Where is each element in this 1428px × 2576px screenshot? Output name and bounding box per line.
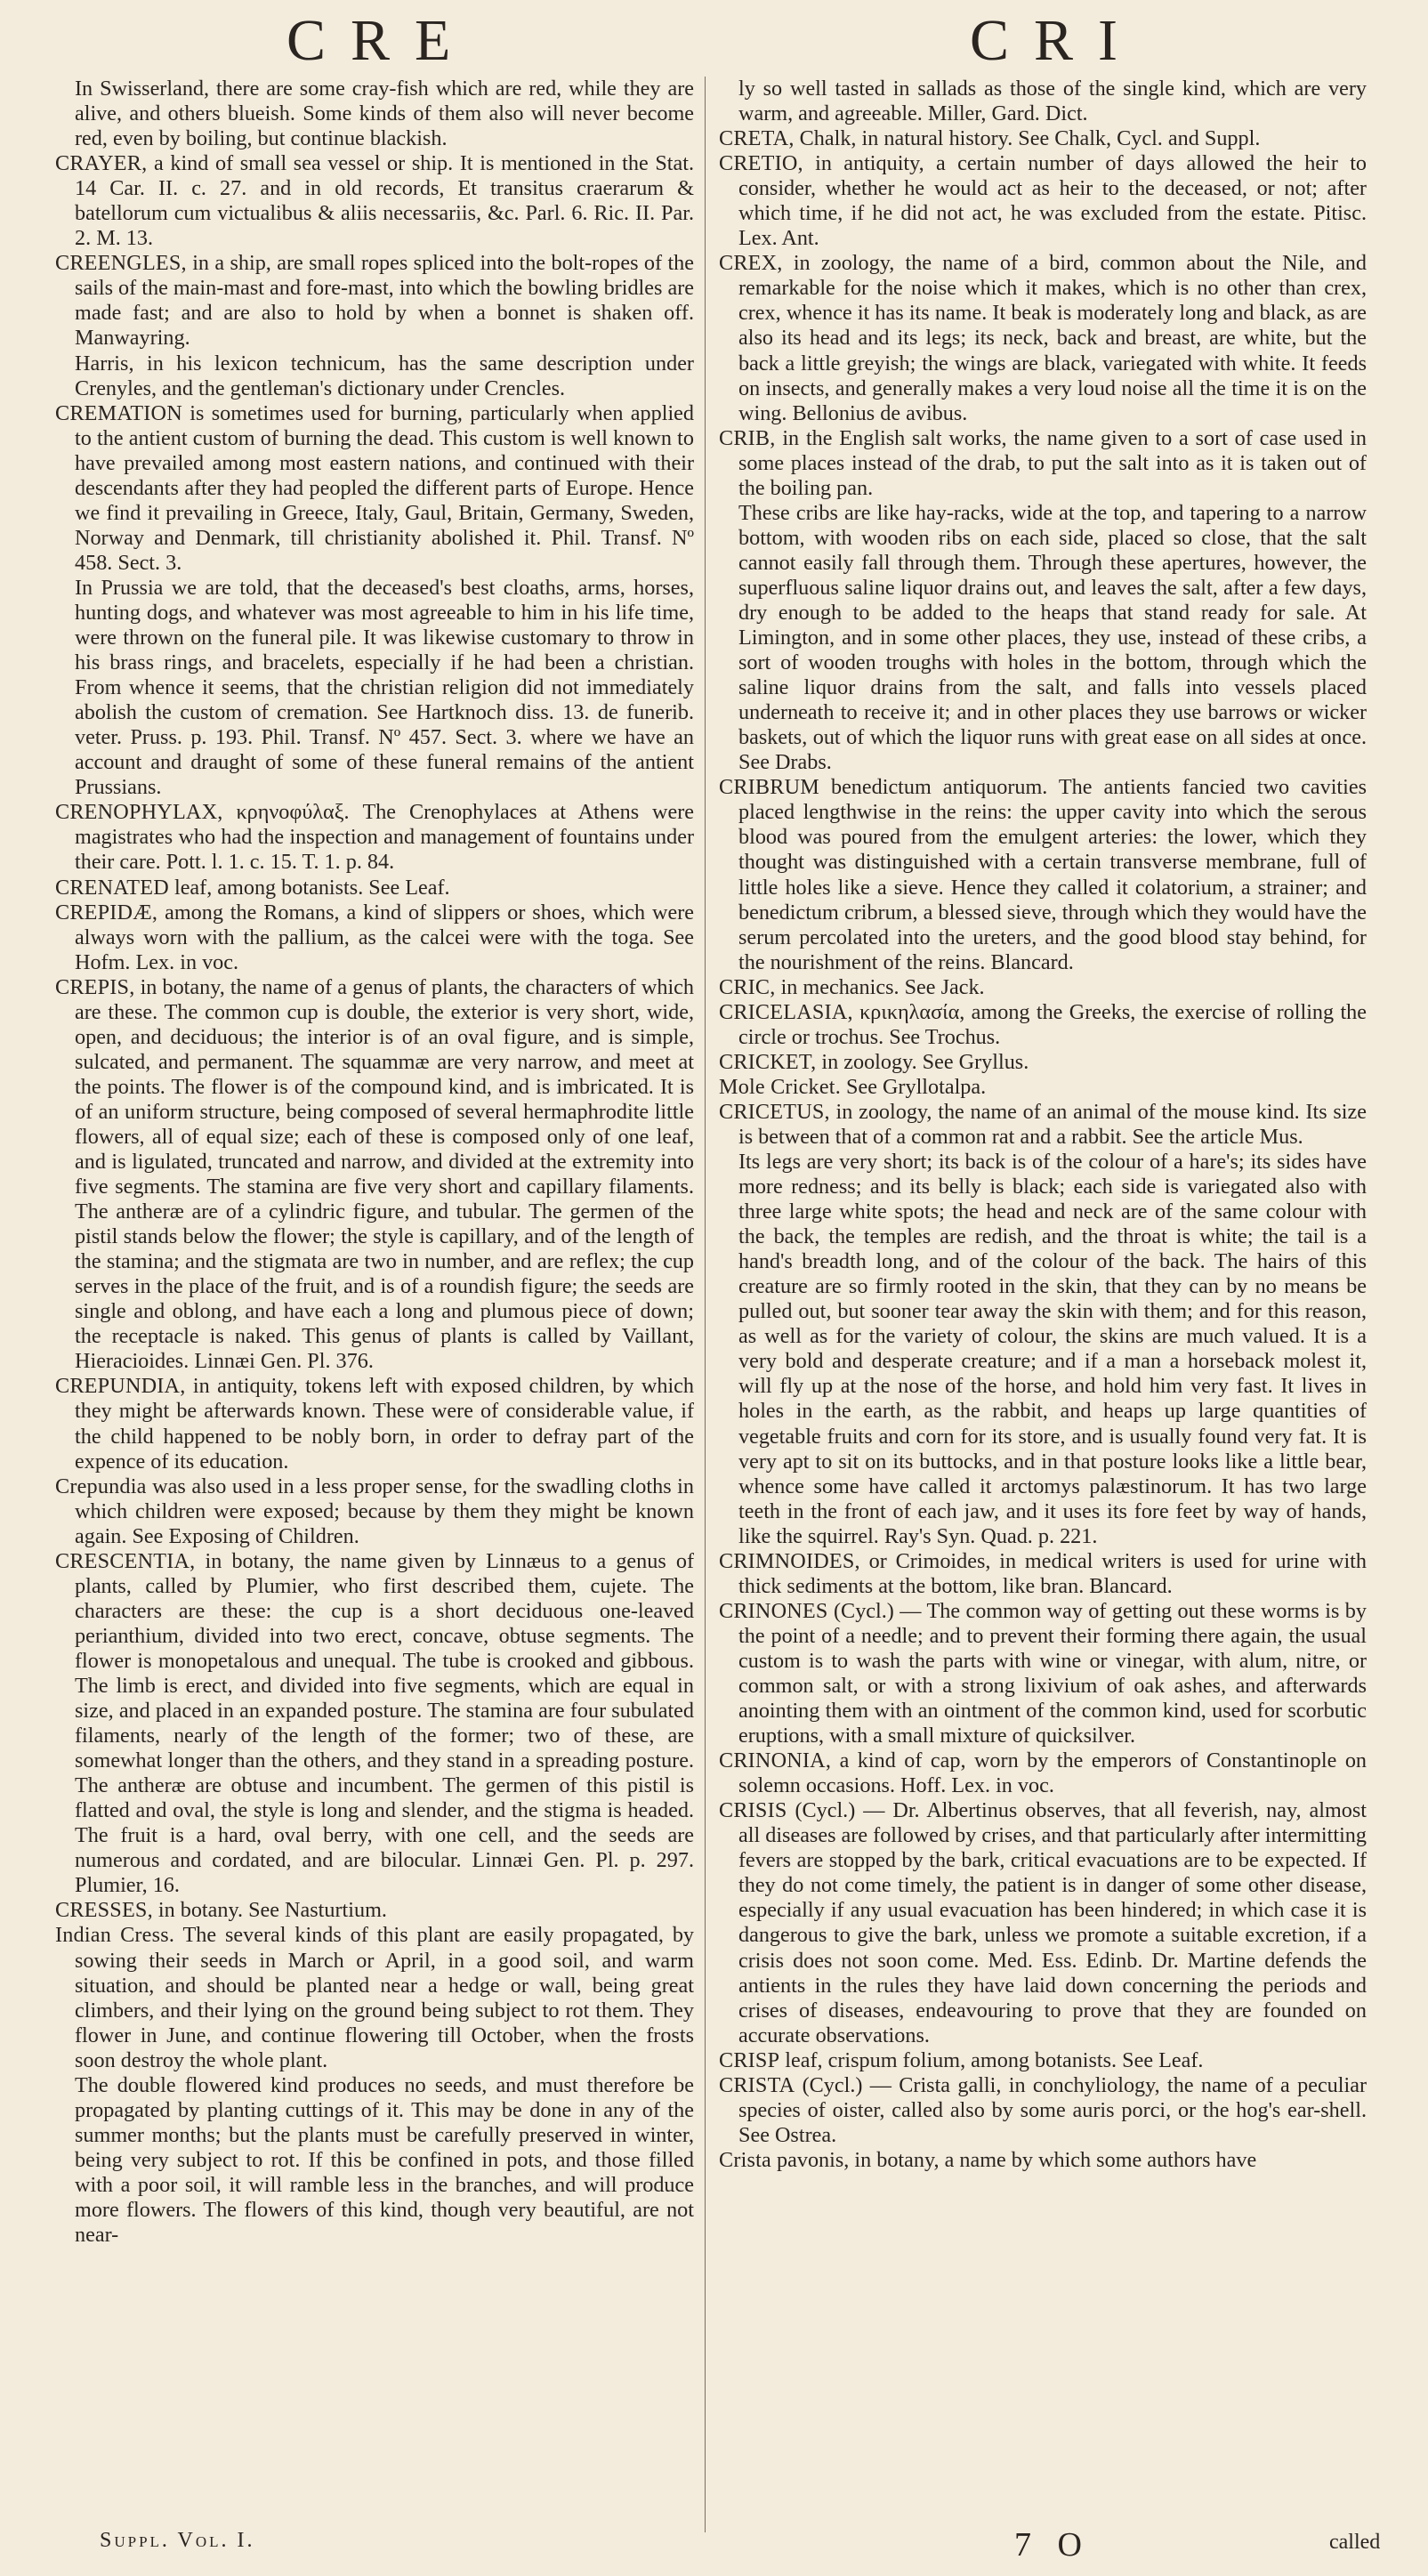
dictionary-entry bbox=[719, 1748, 1367, 1798]
entry-text: benedictum antiquorum. The antients fancied two cavities placed lengthwise in the reins: the upper cavity into which the serous blood was poured from the emulgent arteries: the lower, which they thought was distinguished with a certain transverse membrane, full of little holes like a sieve. Hence they called it colatorium, a strainer; and benedictum cribrum, a blessed sieve, through which they would have the serum percolated into the ureters, and the good blood stay behind, for the nourishment of the reins. Blancard. bbox=[738, 775, 1367, 974]
entry-paragraph bbox=[55, 576, 694, 800]
entry-text: in botany, the name of a genus of plants, the characters of which are these. The common cup is double, the exterior is very short, wide, open, and deciduous; the interior is of an oval figure, and is simple, sulcated, and permanent. The squammæ are very narrow, and meet at the points. The flower is of the compound kind, and is imbricated. It is of an uniform structure, being composed of several hermaphrodite little flowers, all of equal size; each of these is composed only of one leaf, and is ligulated, truncated and narrow, and divided at the extremity into five segments. The stamina are five very short and capillary filaments. The antheræ are of a cylindric figure, and tubular. The germen of the pistil stands below the flower; the style is capillary, and of the length of the stamina; and the stigmata are two in number, and are reflex; the cup serves in the place of the fruit, and is of a roundish figure; the seeds are single and oblong, and have each a long and plumous piece of down; the receptacle is naked. This genus of plants is called by Vaillant, Hieracioides. Linnæi Gen. Pl. 376. bbox=[75, 974, 694, 1374]
entry-text: in zoology, the name of a bird, common about the Nile, and remarkable for the noise which it makes, which is no other than crex, crex, whence it has its name. It beak is moderately long and black, as are also its head and its legs; its neck, back and breast, are white, but the back a little greyish; the wings are black, variegated with white. It feeds on insects, and generally makes a very loud noise all the time it is on the wing. Bellonius de avibus. bbox=[738, 251, 1367, 425]
entry-headword: CRICKET, bbox=[719, 1049, 817, 1074]
dictionary-entry bbox=[55, 876, 694, 900]
dictionary-entry bbox=[719, 1050, 1367, 1075]
entry-headword: Crepundia bbox=[55, 1474, 147, 1498]
dictionary-entry bbox=[719, 1599, 1367, 1748]
catchword: called bbox=[1329, 2531, 1381, 2554]
entry-headword: CRETA, bbox=[719, 126, 795, 151]
dictionary-entry bbox=[719, 2048, 1367, 2073]
entry-text: The double flowered kind produces no seeds, and must therefore be propagated by planting cuttings of it. This may be done in any of the summer months; but the plants must be carefully preserved in winter, being very subject to rot. If this be confined in pots, and those filled with a poor soil, it will ramble less in the branches, and will produce more flowers. The flowers of this kind, though very beautiful, are not near- bbox=[75, 2072, 694, 2248]
entry-text: in the English salt works, the name given to a sort of case used in some places instead of the drab, to put the salt into as it is taken out of the boiling pan. bbox=[738, 425, 1367, 500]
entry-text: among the Romans, a kind of slippers or shoes, which were always worn with the pallium, as the calcei were with the toga. See Hofm. Lex. in voc. bbox=[75, 900, 694, 974]
entry-text: κρικηλασία, among the Greeks, the exercise of rolling the circle or trochus. See Trochus. bbox=[738, 999, 1367, 1049]
dictionary-entry bbox=[719, 426, 1367, 501]
entry-text: These cribs are like hay-racks, wide at the top, and tapering to a narrow bottom, with wooden ribs on each side, placed so close, that the salt cannot easily fall through them. Through these apertures, however, the superfluous saline liquor drains out, and leaves the salt, after a few days, dry enough to be added to the heaps that stand ready for sale. At Limington, and in some other places, they use, instead of these cribs, a sort of wooden troughs with holes in the bottom, through which the saline liquor drains from the salt, and falls into vessels placed underneath to receive it; and in other places they use barrows or wicker baskets, out of which the liquor runs with great ease on all sides at once. See Drabs. bbox=[738, 500, 1367, 775]
entry-text: leaf, crispum folium, among botanists. See Leaf. bbox=[785, 2047, 1204, 2072]
dictionary-entry bbox=[55, 800, 694, 875]
dictionary-entry bbox=[55, 975, 694, 1375]
entry-text: The several kinds of this plant are easily propagated, by sowing their seeds in March or April, in a good soil, and warm situation, and should be planted near a hedge or wall, being great climbers, and their lying on the ground being subject to rot them. They flower in June, and continue flowering till October, when the frosts soon destroy the whole plant. bbox=[75, 1923, 694, 2072]
left-column bbox=[55, 77, 694, 2515]
entry-text: in zoology. See Gryllus. bbox=[821, 1049, 1029, 1074]
entry-text: in mechanics. See Jack. bbox=[780, 974, 985, 999]
entry-headword: CRINONES bbox=[719, 1598, 828, 1623]
dictionary-entry bbox=[55, 1549, 694, 1899]
page-footer bbox=[0, 2525, 1428, 2570]
column-divider bbox=[705, 77, 706, 2532]
entry-headword: CREENGLES, bbox=[55, 251, 187, 276]
entry-text: In Prussia we are told, that the deceased's best cloaths, arms, horses, hunting dogs, and whatever was most agreeable to him in his life time, were thrown on the funeral pile. It was likewise customary to throw in his brass rings, and bracelets, especially if he had been a christian. From whence it seems, that the christian religion did not immediately abolish the custom of cremation. See Hartknoch diss. 13. de funerib. veter. Pruss. p. 193. Phil. Transf. Nº 457. Sect. 3. where we have an account and draught of some of these funeral remains of the antient Prussians. bbox=[75, 575, 694, 800]
entry-headword: CRENATED bbox=[55, 875, 169, 900]
right-column bbox=[719, 77, 1367, 2515]
dictionary-entry bbox=[719, 1100, 1367, 1150]
running-head-left: CRE bbox=[286, 8, 476, 73]
dictionary-entry bbox=[55, 1374, 694, 1474]
entry-headword: CRIC, bbox=[719, 974, 776, 999]
dictionary-entry bbox=[719, 2148, 1367, 2173]
entry-text: (Cycl.) — Dr. Albertinus observes, that all feverish, nay, almost all diseases are followed by crises, and that particularly after intermitting fevers are stopped by the bark, critical evacuations are to be expected. If they do not come timely, the patient is in danger of some other disease, especially if any usual evacuation has been hindered; in which case it is dangerous to give the bark, unless we promote a suitable excretion, if a crisis does not soon come. Med. Ess. Edinb. Dr. Martine defends the antients in the rules they have laid down concerning the periods and crises of diseases, endeavouring to prove that they are founded on accurate observations. bbox=[738, 1798, 1367, 2047]
dictionary-entry bbox=[55, 401, 694, 576]
entry-headword: CRICETUS, bbox=[719, 1099, 830, 1124]
entry-paragraph bbox=[55, 2073, 694, 2248]
dictionary-entry bbox=[719, 1075, 1367, 1100]
entry-text: in botany. See Nasturtium. bbox=[157, 1898, 387, 1923]
entry-text: Its legs are very short; its back is of the colour of a hare's; its sides have more redness; and its belly is black; each side is variegated also with three large white spots; the head and neck are of the same colour with the back, the temples are redish, and the throat is white; the tail is a hand's breadth long, and of the colour of the back. The hairs of this creature are so firmly rooted in the skin, that they can by no means be pulled out, but sooner tear away the skin with them; and for this reason, as well as for the variety of colour, the skins are much valued. It is a very bold and desperate creature; and if a man a horseback molest it, will fly up at the nose of the horse, and hold him very fast. It lives in holes in the earth, as the rabbit, and heaps up large quantities of vegetable fruits and corn for its store, and is usually found very fat. It is very apt to sit on its buttocks, and in that posture looks like a little bear, whence some have called it arctomys palæstinorum. It has two large teeth in the front of each jaw, and it uses its fore feet by way of hands, like the squirrel. Ray's Syn. Quad. p. 221. bbox=[738, 1150, 1367, 1548]
entry-text: (Cycl.) — Crista galli, in conchyliology, the name of a peculiar species of oister, called also by some auris porci, or the hog's ear-shell. See Ostrea. bbox=[738, 2072, 1367, 2147]
entry-text: was also used in a less proper sense, for the swadling cloths in which children were exposed; because by them they might be known again. See Exposing of Children. bbox=[75, 1474, 694, 1548]
dictionary-entry bbox=[55, 151, 694, 251]
dictionary-entry bbox=[55, 1898, 694, 1923]
dictionary-entry bbox=[55, 1474, 694, 1549]
dictionary-entry bbox=[719, 2073, 1367, 2148]
entry-text: pavonis, in botany, a name by which some authors have bbox=[777, 2147, 1257, 2172]
entry-headword: Mole Cricket. bbox=[719, 1074, 841, 1099]
dictionary-entry bbox=[719, 151, 1367, 251]
entry-text: in antiquity, tokens left with exposed children, by which they might be afterwards known. These were of considerable value, if the child happened to be nobly born, in order to defray part of the expence of its education. bbox=[75, 1374, 694, 1474]
entry-headword: CREPIS, bbox=[55, 974, 135, 999]
dictionary-entry bbox=[55, 900, 694, 975]
entry-text: is sometimes used for burning, particularly when applied to the antient custom of burning the dead. This custom is well known to have prevailed among most eastern nations, and continued with their descendants after they had peopled the different parts of Europe. Hence we find it prevailing in Greece, Italy, Gaul, Britain, Germany, Sweden, Norway and Denmark, till christianity abolished it. Phil. Transf. Nº 458. Sect. 3. bbox=[75, 400, 694, 575]
entry-paragraph bbox=[719, 501, 1367, 776]
entry-text: Chalk, in natural history. See Chalk, Cycl. and Suppl. bbox=[799, 126, 1261, 151]
entry-text: leaf, among botanists. See Leaf. bbox=[173, 875, 450, 900]
dictionary-entry bbox=[719, 775, 1367, 974]
entry-headword: CRISIS bbox=[719, 1798, 787, 1823]
entry-paragraph bbox=[719, 1150, 1367, 1549]
entry-text: a kind of small sea vessel or ship. It is mentioned in the Stat. 14 Car. II. c. 27. and in old records, Et transitus craerarum & batellorum cum victualibus & aliis necessariis, &c. Parl. 6. Ric. II. Par. 2. M. 13. bbox=[75, 151, 694, 251]
entry-text: See Gryllotalpa. bbox=[846, 1074, 987, 1099]
dictionary-entry bbox=[719, 1549, 1367, 1599]
entry-headword: CRETIO, bbox=[719, 151, 803, 176]
dictionary-entry bbox=[719, 251, 1367, 425]
entry-headword: CRINONIA, bbox=[719, 1748, 832, 1773]
entry-text: in zoology, the name of an animal of the mouse kind. Its size is between that of a common rat and a rabbit. See the article Mus. bbox=[738, 1099, 1367, 1149]
dictionary-entry bbox=[719, 1000, 1367, 1050]
entry-headword: CRESSES, bbox=[55, 1898, 153, 1923]
entry-headword: CRISP bbox=[719, 2047, 780, 2072]
entry-text: κρηνοφύλαξ. The Crenophylaces at Athens were magistrates who had the inspection and management of fountains under their care. Pott. l. 1. c. 15. T. 1. p. 84. bbox=[75, 800, 694, 875]
entry-text: in a ship, are small ropes spliced into the bolt-ropes of the sails of the main-mast and fore-mast, into which the bowling bridles are made fast; and are also to hold by when a bonnet is shaken off. Manwayring. bbox=[75, 251, 694, 351]
entry-headword: CRIMNOIDES, bbox=[719, 1548, 860, 1573]
entry-headword: Indian Cress. bbox=[55, 1923, 175, 1948]
entry-headword: CRENOPHYLAX, bbox=[55, 800, 223, 825]
entry-text: or Crimoides, in medical writers is used for urine with thick sediments at the bottom, like bran. Blancard. bbox=[738, 1548, 1367, 1598]
entry-text: In Swisserland, there are some cray-fish which are red, while they are alive, and others blueish. Some kinds of them also will never become red, even by boiling, but continue blackish. bbox=[75, 77, 694, 151]
entry-headword: CREPUNDIA, bbox=[55, 1374, 186, 1399]
entry-paragraph bbox=[55, 77, 694, 151]
entry-text: (Cycl.) — The common way of getting out these worms is by the point of a needle; and to prevent their forming there again, the usual custom is to wash the parts with wine or vinegar, with alum, nitre, or common salt, or with a strong lixivium of oak ashes, and afterwards anointing them with an ointment of the common kind, used for scorbutic eruptions, with a small mixture of quicksilver. bbox=[738, 1598, 1367, 1748]
entry-text: in antiquity, a certain number of days allowed the heir to consider, whether he would act as heir to the deceased, or not; after which time, if he did not act, he was excluded from the estate. Pitisc. Lex. Ant. bbox=[738, 151, 1367, 251]
page-number: 7 O bbox=[1014, 2526, 1091, 2564]
entry-headword: CRIB, bbox=[719, 425, 776, 450]
dictionary-entry bbox=[55, 1923, 694, 2072]
entry-text: Harris, in his lexicon technicum, has the same description under Crenyles, and the gentleman's dictionary under Crencles. bbox=[75, 351, 694, 400]
entry-headword: CRIBRUM bbox=[719, 775, 819, 800]
entry-paragraph bbox=[719, 77, 1367, 126]
dictionary-entry bbox=[719, 1798, 1367, 2047]
entry-headword: CRESCENTIA, bbox=[55, 1548, 196, 1573]
dictionary-entry bbox=[719, 975, 1367, 1000]
entry-headword: CREMATION bbox=[55, 400, 182, 425]
entry-paragraph bbox=[55, 351, 694, 401]
entry-headword: CRAYER, bbox=[55, 151, 148, 176]
entry-text: in botany, the name given by Linnæus to a genus of plants, called by Plumier, who first described them, cujete. The characters are these: the cup is a short deciduous one-leaved perianthium, divided into two erect, concave, obtuse segments. The flower is monopetalous and unequal. The tube is crooked and gibbous. The limb is erect, and divided into five segments, which are equal in size, and placed in an expanded posture. The stamina are four subulated filaments, nearly of the length of the former; two of these, are somewhat longer than the others, and they stand in a spreading posture. The antheræ are obtuse and incumbent. The germen of this pistil is flatted and oval, the style is long and slender, and the stigma is headed. The fruit is a hard, oval berry, with one cell, and the seeds are numerous and cordated, and are bilocular. Linnæi Gen. Pl. p. 297. Plumier, 16. bbox=[75, 1548, 694, 1898]
entry-text: ly so well tasted in sallads as those of the single kind, which are very warm, and agreeable. Miller, Gard. Dict. bbox=[738, 77, 1367, 126]
entry-headword: CREPIDÆ, bbox=[55, 900, 158, 925]
dictionary-entry bbox=[719, 126, 1367, 151]
dictionary-entry bbox=[55, 251, 694, 351]
entry-headword: CRICELASIA, bbox=[719, 999, 853, 1024]
signature-mark: Suppl. Vol. I. bbox=[100, 2529, 255, 2552]
entry-headword: CREX, bbox=[719, 251, 783, 276]
entry-headword: CRISTA bbox=[719, 2072, 795, 2097]
running-head-right: CRI bbox=[970, 8, 1143, 73]
page-header bbox=[0, 0, 1428, 71]
entry-text: a kind of cap, worn by the emperors of Constantinople on solemn occasions. Hoff. Lex. in voc. bbox=[738, 1748, 1367, 1798]
entry-headword: Crista bbox=[719, 2147, 771, 2172]
